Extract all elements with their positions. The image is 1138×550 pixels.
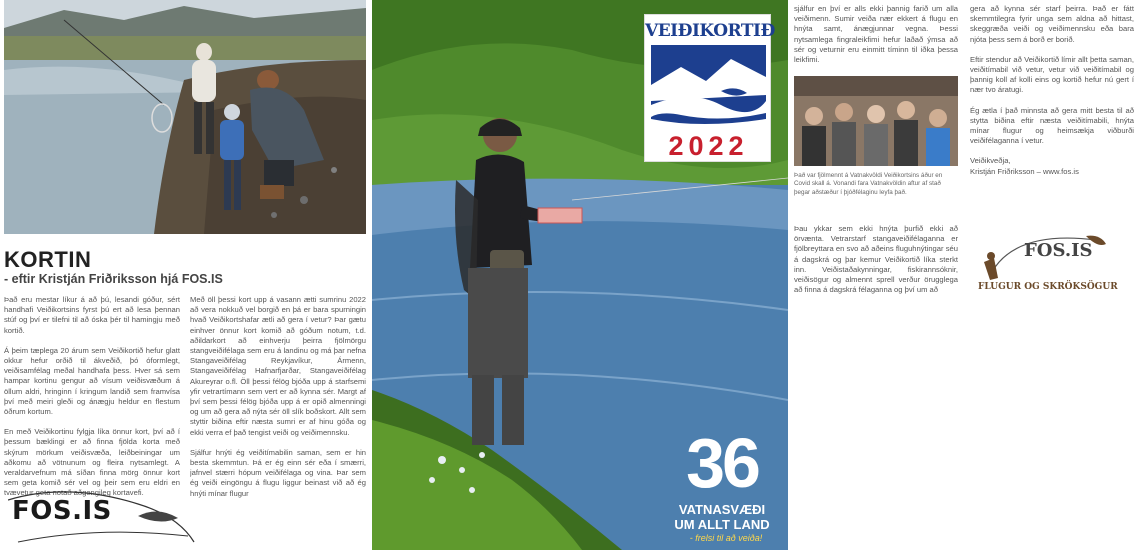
landscape-logo: [651, 45, 766, 131]
paragraph: Sjálfur hnýti ég veiðitímabilin saman, sem er hin besta skemmtun. Þá er ég einn sér eða í smærri, jafnvel stærri hópum veiðifélaga og vina. Þar sem ég veiði eingöngu á flugu liggur beinast við að ég hnýti mínar flugur: [190, 447, 366, 498]
article-column-4: Þau ykkar sem ekki hnýta þurfið ekki að örvænta. Vetrarstarf stangaveiðifélaganna er fjölbreyttara en svo að aðeins fluguhnýtingar séu á dagskrá og þar kemur Veiðikortið líka sterkt inn. Veiðistaðakynningar, fiskirannsóknir, veiðisögur og almennt sprell verður örugglega að finna á dagskrá félaganna og því um að: [794, 224, 958, 295]
paragraph: Það eru mestar líkur á að þú, lesandi góður, sért handhafi Veiðikortsins fyrst þú ert að lesa þennan stúf og því er tilefni til að óska þér til hamingju með kortið.: [4, 295, 180, 335]
paragraph: Á þeim tæplega 20 árum sem Veiðikortið hefur glatt okkur hefur orðið til ákveðið, þó óformlegt, veiðisamfélag meðal handhafa þess. Hver sá sem hampar kortinu gengur að vísum veiðisvæðum á öllum aldri, hringinn í kringum landið sem framvísa því með meiri gleði og ánægju heldur en flestum öðrum kortum.: [4, 345, 180, 417]
fos-logo-right: [976, 232, 1116, 298]
family-fishing-photo: [4, 0, 366, 234]
left-page: [0, 0, 370, 550]
badge-year: 2022: [668, 131, 749, 161]
count-label-1: VATNASVÆÐI: [678, 502, 766, 517]
paragraph: gera að kynna sér starf þeirra. Það er fátt skemmtilegra fyrir unga sem aldna að hittast, skeggræða veiði og veiðimennsku eða bara njóta þess sem á borð er borið.: [970, 4, 1134, 44]
article-byline: - eftir Kristján Friðriksson hjá FOS.IS: [4, 272, 223, 286]
article-column-3: sjálfur en því er alls ekki þannig farið um alla veiðimenn. Sumir veiða nær ekkert á flugu en hnýta samt, ánægjunnar vegna. Þessi nytsamlega fingraleikfimi hefur laðað ýmsa að sér og veturnir eru einmitt tíminn til iðka þessa leikfimi.: [794, 4, 958, 65]
article-column-2: [190, 295, 366, 540]
veidikortid-badge: [644, 14, 775, 162]
paragraph: Ég ætla í það minnsta að gera mitt besta til að stytta biðina eftir næsta veiðitímabili, hnýta mínar flugur og heimsækja viðburði veiðifélaganna í vetur.: [970, 105, 1134, 146]
count-slogan: - frelsi til að veiða!: [689, 533, 763, 543]
paragraph: Eftir stendur að Veiðikortið límir allt þetta saman, veiðitímabil við vetur, vetur við veiðitímabil og þannig koll af kolli eins og kortið hefur nú gert í nær tvo áratugi.: [970, 54, 1134, 95]
badge-title: VEIÐIKORTIÐ: [645, 21, 775, 41]
paragraph: En með Veiðikortinu fylgja líka önnur kort, því að í þessum bæklingi er að finna fjölda korta með skýrum mörkum veiðisvæða, leiðbeiningar um aðkomu að vötnunum og fleira nytsamlegt. A veraldarvefnum má síðan finna mörg önnur kort sem geta komið sér vel og þeir sem eru eldri en tvævetur geta notað aðgengileg kortavefi.: [4, 427, 180, 498]
signature: Veiðikveðja, Kristján Friðriksson – www.fos.is: [970, 156, 1079, 176]
fos-brand: FOS.IS: [1024, 240, 1093, 261]
article-column-5: [970, 4, 1134, 187]
count-label-2: UM ALLT LAND: [674, 517, 770, 532]
fos-logo-text: FOS.IS: [12, 496, 112, 526]
event-photo: [794, 76, 958, 166]
fos-slogan: FLUGUR OG SKRÖKSÖGUR: [978, 282, 1118, 292]
fos-logo-left: [8, 486, 198, 550]
lake-count: 36: [686, 424, 758, 502]
right-page: [790, 0, 1138, 550]
article-title: KORTIN: [4, 247, 92, 272]
photo-caption: Það var fjölmennt á Vatnakvöldi Veiðikortsins áður en Covid skall á. Vonandi fara Vatnakvöldin aftur af stað þegar aðstæður í þjóðfélaginu leyfa það.: [794, 172, 943, 196]
cover-photo-page: [372, 0, 788, 550]
paragraph: Með öll þessi kort upp á vasann ætti sumrinu 2022 að vera nokkuð vel borgið en þá er bara spurningin hvað Veiðikortshafar ætli að gera í vetur? Þar gætu einhver önnur kort komið að góðum notum, t.d. aðildarkort að einhverju þeirra fjölmörgu stangveiðifélaga sem eru á landinu og má þar nefna Stangaveiðifélag Reykjavíkur, Ármenn, Stangaveiðifélag Hafnarfjarðar, Stangaveiðifélag Akureyrar o.fl. Öll þessi félög bjóða upp á starfsemi yfir vetrartímann sem vert er að kynna sér. Margt af því sem þessi félög bjóða upp á er opið almenningi og um að gera að nýta sér öll slík boðskort. Allt sem styttir biðina eftir næsta sumri er af hinu góða og ekki verra ef það tengist veiði og veiðimennsku.: [190, 295, 366, 437]
